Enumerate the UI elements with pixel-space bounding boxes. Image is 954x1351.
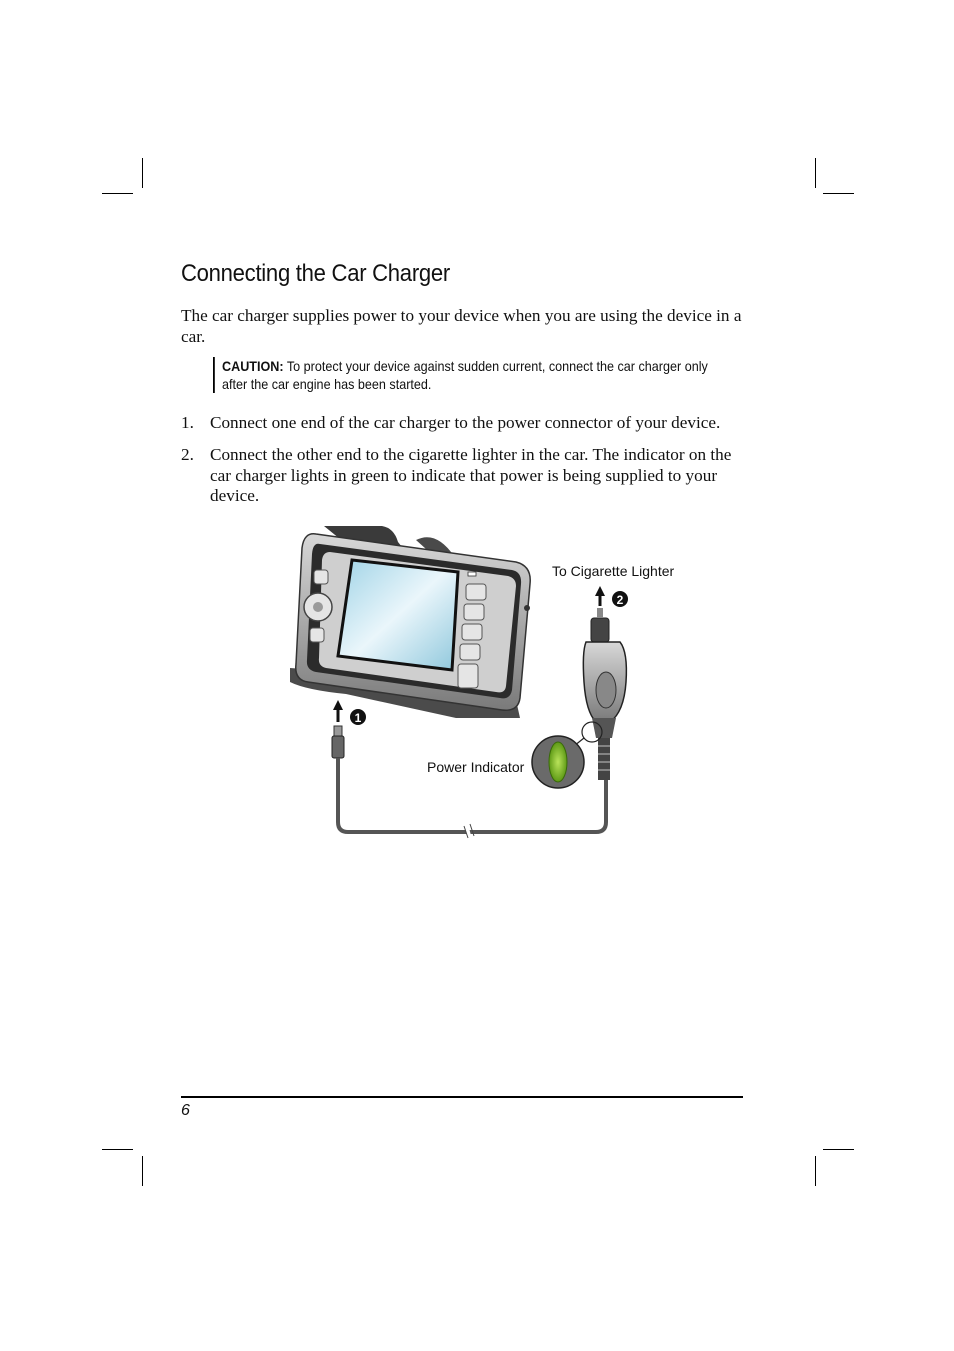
crop-mark-bottom-left-v	[142, 1156, 143, 1186]
crop-mark-top-left-h	[102, 193, 133, 194]
crop-mark-top-left-v	[142, 158, 143, 188]
caution-text: To protect your device against sudden current, connect the car charger only after the car engine has been started.	[222, 358, 708, 392]
caution-note	[213, 357, 708, 393]
crop-mark-bottom-right-h	[823, 1149, 854, 1150]
strain-relief	[598, 738, 610, 780]
car-charger-figure	[286, 522, 686, 840]
footer-rule	[181, 1096, 743, 1098]
crop-mark-bottom-right-v	[815, 1156, 816, 1186]
crop-mark-bottom-left-h	[102, 1149, 133, 1150]
step-number: 1.	[181, 413, 194, 432]
step-text: Connect one end of the car charger to the power connector of your device.	[210, 413, 721, 432]
page-title: Connecting the Car Charger	[181, 260, 450, 287]
step-text: Connect the other end to the cigarette lighter in the car. The indicator on the car charger lights in green to indicate that power is being supplied to your device.	[210, 445, 732, 506]
page-number: 6	[181, 1102, 190, 1119]
step-2	[181, 445, 747, 509]
caution-label: CAUTION:	[222, 358, 284, 374]
callout-2-number: 2	[616, 593, 624, 607]
label-power-indicator: Power Indicator	[427, 759, 525, 775]
label-cigarette-lighter: To Cigarette Lighter	[552, 563, 675, 579]
crop-mark-top-right-v	[815, 158, 816, 188]
power-indicator-light	[549, 742, 567, 782]
callout-1-number: 1	[354, 711, 362, 725]
crop-mark-top-right-h	[823, 193, 854, 194]
device-screen	[338, 560, 458, 670]
intro-paragraph: The car charger supplies power to your device when you are using the device in a car.	[181, 306, 742, 346]
step-1	[181, 413, 747, 435]
step-number: 2.	[181, 445, 194, 464]
